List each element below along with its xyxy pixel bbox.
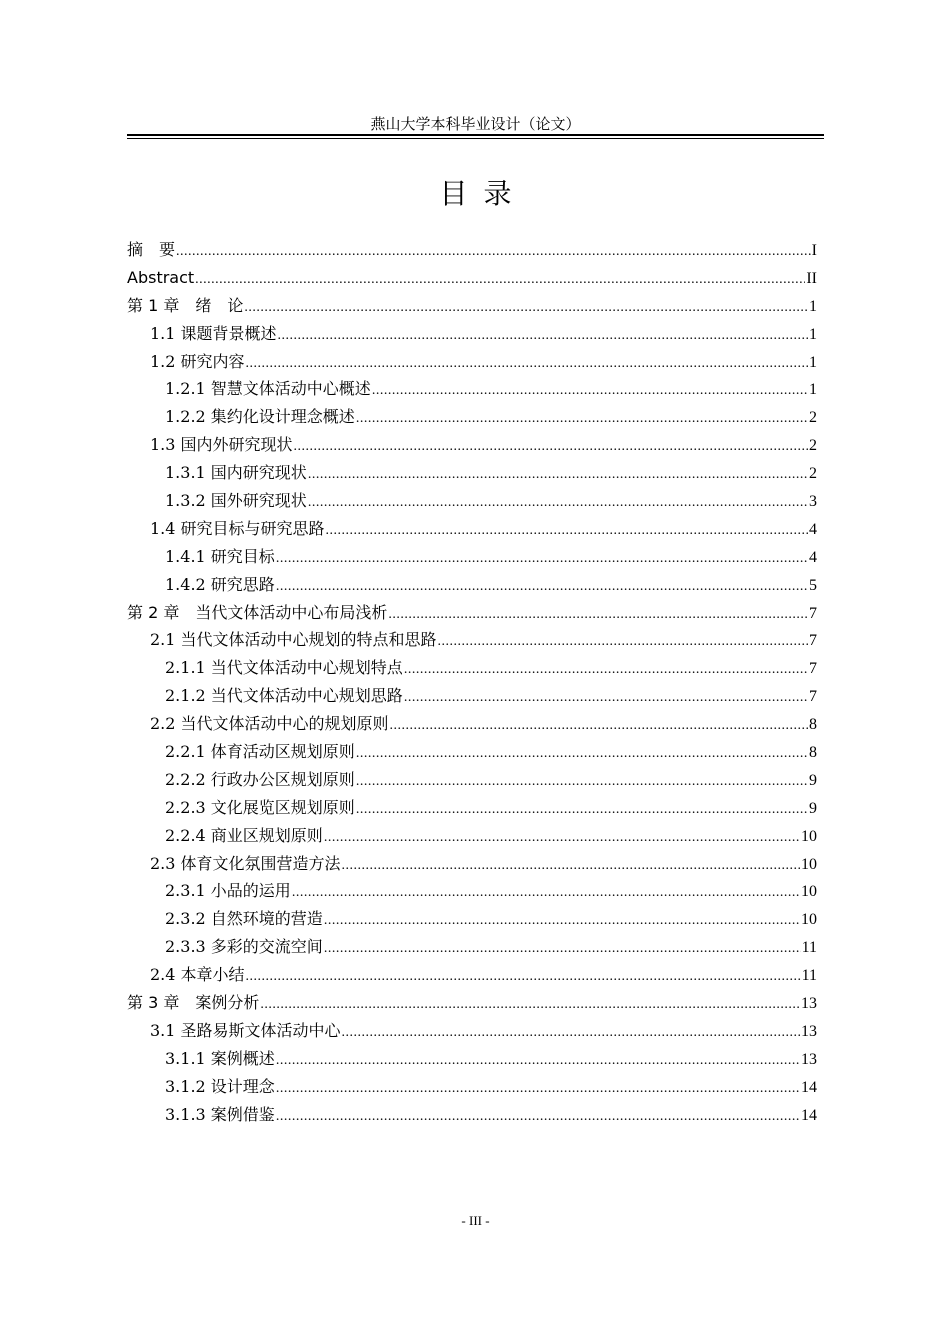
toc-leader-dots xyxy=(388,601,808,629)
toc-entry[interactable] xyxy=(127,292,817,320)
toc-leader-dots xyxy=(276,573,808,601)
toc-entry-page: 13 xyxy=(801,995,817,1013)
toc-entry-page: 4 xyxy=(809,548,817,566)
toc-entry-label: 1.1 课题背景概述 xyxy=(150,323,277,343)
toc-entry-label: 1.3.1 国内研究现状 xyxy=(165,463,307,483)
toc-entry-label: 2.2.4 商业区规划原则 xyxy=(165,825,323,845)
toc-entry-page: 10 xyxy=(801,827,817,845)
toc-entry-label: 3.1.3 案例借鉴 xyxy=(165,1104,275,1124)
toc-entry-label: 1.2.1 智慧文体活动中心概述 xyxy=(165,379,371,399)
toc-leader-dots xyxy=(260,991,800,1019)
toc-leader-dots xyxy=(246,350,808,378)
toc-entry[interactable] xyxy=(127,459,817,487)
toc-entry-page: 10 xyxy=(801,855,817,873)
toc-entry-page: 10 xyxy=(801,883,817,901)
toc-entry[interactable] xyxy=(127,905,817,933)
toc-entry-page: 2 xyxy=(809,409,817,427)
toc-leader-dots xyxy=(176,238,811,266)
toc-entry-page: I xyxy=(811,242,817,259)
toc-entry[interactable] xyxy=(127,850,817,878)
toc-entry-label: 2.4 本章小结 xyxy=(150,965,245,985)
toc-entry[interactable] xyxy=(127,989,817,1017)
toc-entry-label: 2.3.1 小品的运用 xyxy=(165,881,291,901)
toc-leader-dots xyxy=(308,461,808,489)
toc-entry-page: 5 xyxy=(809,576,817,594)
toc-entry-page: 1 xyxy=(809,381,817,399)
toc-entry-page: 11 xyxy=(801,967,817,985)
toc-leader-dots xyxy=(244,294,808,322)
toc-leader-dots xyxy=(356,405,808,433)
toc-entry-label: 2.2.1 体育活动区规划原则 xyxy=(165,742,355,762)
toc-leader-dots xyxy=(326,517,808,545)
toc-entry[interactable] xyxy=(127,626,817,654)
toc-entry-page: 14 xyxy=(801,1106,817,1124)
toc-entry[interactable] xyxy=(127,710,817,738)
toc-leader-dots xyxy=(246,963,801,991)
toc-entry[interactable] xyxy=(127,599,817,627)
toc-leader-dots xyxy=(438,628,808,656)
toc-entry[interactable] xyxy=(127,1045,817,1073)
page-number: - III - xyxy=(461,1213,490,1228)
toc-entry[interactable] xyxy=(127,766,817,794)
running-header: 燕山大学本科毕业设计（论文） xyxy=(370,115,581,133)
toc-entry[interactable] xyxy=(127,264,817,292)
toc-entry-label: 3.1.2 设计理念 xyxy=(165,1076,275,1096)
toc-entry-label: 2.2 当代文体活动中心的规划原则 xyxy=(150,714,389,734)
toc-leader-dots xyxy=(278,322,808,350)
toc-entry-label: 第 2 章 当代文体活动中心布局浅析 xyxy=(127,602,388,622)
toc-leader-dots xyxy=(342,1019,800,1047)
toc-entry[interactable] xyxy=(127,487,817,515)
toc-entry[interactable] xyxy=(127,961,817,989)
toc-entry-label: 2.3.3 多彩的交流空间 xyxy=(165,937,323,957)
toc-entry[interactable] xyxy=(127,682,817,710)
toc-leader-dots xyxy=(195,266,805,294)
toc-entry[interactable] xyxy=(127,236,817,264)
toc-entry-label: 第 1 章 绪 论 xyxy=(127,295,244,315)
toc-entry-label: 2.1 当代文体活动中心规划的特点和思路 xyxy=(150,630,437,650)
toc-entry-label: 2.1.2 当代文体活动中心规划思路 xyxy=(165,686,403,706)
toc-entry[interactable] xyxy=(127,515,817,543)
toc-leader-dots xyxy=(356,768,808,796)
toc-entry-page: 13 xyxy=(801,1050,817,1068)
toc-leader-dots xyxy=(324,824,800,852)
toc-entry-page: 14 xyxy=(801,1078,817,1096)
toc-entry-page: 9 xyxy=(809,799,817,817)
toc-leader-dots xyxy=(292,879,800,907)
toc-leader-dots xyxy=(276,1075,800,1103)
toc-leader-dots xyxy=(276,1047,800,1075)
toc-entry-label: 2.1.1 当代文体活动中心规划特点 xyxy=(165,658,403,678)
toc-entry-label: 摘 要 xyxy=(127,240,176,259)
toc-entry-page: 7 xyxy=(809,632,817,650)
toc-entry-page: 7 xyxy=(809,604,817,622)
toc-entry-label: 1.2.2 集约化设计理念概述 xyxy=(165,407,355,427)
toc-entry[interactable] xyxy=(127,1017,817,1045)
toc-leader-dots xyxy=(276,1103,800,1131)
toc-entry-page: 1 xyxy=(809,325,817,343)
toc-entry-label: 1.3.2 国外研究现状 xyxy=(165,491,307,511)
toc-entry-page: 1 xyxy=(809,353,817,371)
toc-entry[interactable] xyxy=(127,654,817,682)
toc-entry[interactable] xyxy=(127,375,817,403)
toc-entry-label: 3.1 圣路易斯文体活动中心 xyxy=(150,1020,341,1040)
toc-entry-page: 8 xyxy=(809,744,817,762)
toc-entry[interactable] xyxy=(127,738,817,766)
toc-leader-dots xyxy=(356,740,808,768)
toc-entry-label: 第 3 章 案例分析 xyxy=(127,993,260,1013)
toc-entry[interactable] xyxy=(127,571,817,599)
toc-leader-dots xyxy=(404,684,808,712)
toc-entry[interactable] xyxy=(127,1101,817,1129)
toc-entry[interactable] xyxy=(127,1073,817,1101)
toc-entry-label: 3.1.1 案例概述 xyxy=(165,1048,275,1068)
toc-leader-dots xyxy=(276,545,808,573)
toc-entry-page: II xyxy=(806,269,817,287)
header-rule xyxy=(127,134,824,136)
toc-leader-dots xyxy=(390,712,808,740)
header-rule-thin xyxy=(127,138,824,139)
toc-entry-label: 2.3.2 自然环境的营造 xyxy=(165,909,323,929)
toc-leader-dots xyxy=(342,852,800,880)
toc-entry-page: 2 xyxy=(809,465,817,483)
toc-leader-dots xyxy=(356,796,808,824)
toc-entry-page: 3 xyxy=(809,493,817,511)
toc-entry[interactable] xyxy=(127,877,817,905)
toc-title: 目录 xyxy=(439,177,528,210)
toc-entry-label: 1.3 国内外研究现状 xyxy=(150,435,293,455)
toc-entry-label: 2.3 体育文化氛围营造方法 xyxy=(150,853,341,873)
table-of-contents xyxy=(127,236,817,1129)
toc-leader-dots xyxy=(294,433,808,461)
toc-entry-label: 1.4 研究目标与研究思路 xyxy=(150,518,325,538)
toc-entry[interactable] xyxy=(127,403,817,431)
toc-entry[interactable] xyxy=(127,794,817,822)
toc-entry[interactable] xyxy=(127,933,817,961)
toc-entry-label: 1.4.1 研究目标 xyxy=(165,546,275,566)
toc-entry-label: 2.2.2 行政办公区规划原则 xyxy=(165,769,355,789)
toc-entry-page: 7 xyxy=(809,660,817,678)
toc-entry[interactable] xyxy=(127,431,817,459)
toc-leader-dots xyxy=(324,935,801,963)
toc-entry[interactable] xyxy=(127,822,817,850)
toc-entry-label: Abstract xyxy=(127,267,195,287)
toc-leader-dots xyxy=(404,656,808,684)
toc-entry-page: 10 xyxy=(801,911,817,929)
toc-leader-dots xyxy=(324,907,800,935)
toc-entry[interactable] xyxy=(127,320,817,348)
toc-entry-page: 8 xyxy=(809,716,817,734)
toc-entry-label: 2.2.3 文化展览区规划原则 xyxy=(165,797,355,817)
toc-entry-label: 1.4.2 研究思路 xyxy=(165,574,275,594)
toc-entry-page: 4 xyxy=(809,520,817,538)
toc-entry-page: 13 xyxy=(801,1022,817,1040)
toc-entry-page: 9 xyxy=(809,771,817,789)
toc-entry[interactable] xyxy=(127,543,817,571)
toc-leader-dots xyxy=(308,489,808,517)
toc-entry-label: 1.2 研究内容 xyxy=(150,351,245,371)
toc-entry-page: 7 xyxy=(809,688,817,706)
toc-entry[interactable] xyxy=(127,348,817,376)
toc-entry-page: 11 xyxy=(801,939,817,957)
toc-entry-page: 2 xyxy=(809,437,817,455)
toc-leader-dots xyxy=(372,377,808,405)
toc-entry-page: 1 xyxy=(809,297,817,315)
